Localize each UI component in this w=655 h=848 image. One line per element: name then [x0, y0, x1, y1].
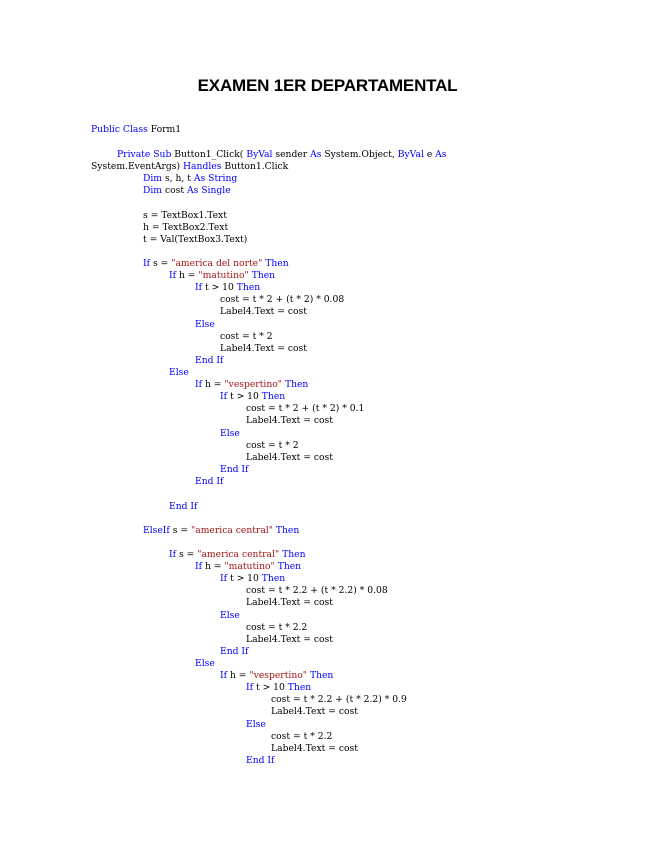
code-text: Label4.Text = cost [246, 452, 333, 463]
code-keyword: End If [195, 355, 224, 366]
code-line [271, 706, 358, 718]
code-keyword: As Single [186, 185, 231, 196]
code-text: Label4.Text = cost [220, 306, 307, 317]
code-keyword: As String [193, 173, 238, 184]
code-line [220, 428, 240, 440]
code-text: cost = t * 2.2 + (t * 2.2) * 0.08 [246, 585, 388, 596]
code-keyword: Else [169, 367, 189, 378]
code-keyword: Private Sub [117, 149, 172, 160]
code-keyword: End If [220, 646, 249, 657]
code-line [143, 222, 228, 234]
code-text: cost = t * 2 [220, 331, 273, 342]
code-keyword: ByVal [397, 149, 424, 160]
code-text: h = [204, 379, 222, 390]
code-line [220, 670, 333, 682]
code-text: Label4.Text = cost [220, 343, 307, 354]
code-keyword: Then [284, 379, 309, 390]
code-line [220, 391, 285, 403]
code-text: s = [178, 549, 195, 560]
code-text: Label4.Text = cost [271, 743, 358, 754]
code-keyword: End If [169, 501, 198, 512]
code-keyword: Then [265, 258, 289, 269]
code-keyword: ByVal [246, 149, 273, 160]
code-string: "vespertino" [224, 379, 283, 390]
code-line [220, 331, 273, 343]
page-title: EXAMEN 1ER DEPARTAMENTAL [197, 76, 458, 95]
code-line [271, 694, 407, 706]
code-keyword: Handles [183, 161, 222, 172]
code-keyword: Then [251, 270, 276, 281]
code-text: cost = t * 2.2 + (t * 2.2) * 0.9 [271, 694, 407, 705]
code-line [117, 149, 447, 161]
code-text: t = Val(TextBox3.Text) [143, 234, 248, 245]
code-line [246, 719, 266, 731]
code-line [246, 682, 311, 694]
code-keyword: If [169, 549, 177, 560]
code-text: t > 10 [204, 282, 234, 293]
code-keyword: Then [261, 573, 286, 584]
code-line [271, 731, 332, 743]
code-text: cost = t * 2 + (t * 2) * 0.1 [246, 403, 365, 414]
code-text: Form1 [150, 124, 182, 135]
code-text: h = TextBox2.Text [143, 222, 229, 233]
code-line [195, 561, 301, 573]
code-keyword: ElseIf [143, 525, 170, 536]
code-line [220, 610, 240, 622]
code-line [195, 658, 215, 670]
code-line [143, 258, 289, 270]
code-text: cost [164, 185, 185, 196]
code-line [246, 622, 307, 634]
code-keyword: End If [220, 464, 249, 475]
code-line [220, 573, 285, 585]
code-line [143, 210, 227, 222]
code-line [246, 415, 333, 427]
code-line [169, 501, 197, 513]
code-line [195, 355, 223, 367]
code-keyword: Then [309, 670, 334, 681]
code-keyword: Public Class [91, 124, 148, 135]
code-string: "matutino" [224, 561, 275, 572]
code-text: h = [204, 561, 222, 572]
code-text: h = [229, 670, 247, 681]
code-keyword: If [143, 258, 151, 269]
code-keyword: If [169, 270, 177, 281]
code-line [271, 743, 358, 755]
code-line [220, 343, 307, 355]
code-text: Label4.Text = cost [246, 415, 333, 426]
code-keyword: Else [195, 319, 215, 330]
code-line [143, 173, 237, 185]
code-text: cost = t * 2.2 [271, 731, 333, 742]
code-keyword: If [246, 682, 254, 693]
code-keyword: Then [282, 549, 306, 560]
code-text: h = [178, 270, 196, 281]
code-text: s = TextBox1.Text [143, 210, 227, 221]
code-line [246, 585, 388, 597]
code-text: Label4.Text = cost [246, 634, 333, 645]
code-line [246, 634, 333, 646]
code-text: sender [275, 149, 308, 160]
code-line [195, 476, 223, 488]
code-keyword: Else [246, 719, 266, 730]
code-line [143, 185, 231, 197]
code-text: s = [172, 525, 189, 536]
code-keyword: If [220, 391, 228, 402]
code-line [195, 319, 215, 331]
code-line [91, 124, 181, 136]
code-line [246, 403, 364, 415]
code-string: "matutino" [198, 270, 249, 281]
code-line [220, 646, 248, 658]
code-keyword: As [310, 149, 322, 160]
code-string: "america del norte" [171, 258, 263, 269]
code-keyword: If [220, 670, 228, 681]
code-keyword: Then [277, 561, 302, 572]
code-line [220, 294, 344, 306]
code-line [246, 440, 299, 452]
code-keyword: Dim [143, 173, 163, 184]
code-line [143, 525, 299, 537]
code-line [246, 597, 333, 609]
code-keyword: As [435, 149, 447, 160]
code-keyword: If [195, 379, 203, 390]
code-keyword: End If [246, 755, 275, 766]
code-keyword: Else [220, 610, 240, 621]
code-line [195, 379, 308, 391]
code-keyword: End If [195, 476, 224, 487]
code-text: cost = t * 2 + (t * 2) * 0.08 [220, 294, 345, 305]
code-line [195, 282, 260, 294]
code-keyword: Then [275, 525, 300, 536]
code-text: System.Object, [324, 149, 395, 160]
code-line [169, 549, 306, 561]
code-text: System.EventArgs) [91, 161, 181, 172]
code-text: e [426, 149, 433, 160]
code-text: s = [152, 258, 169, 269]
code-string: "america central" [197, 549, 280, 560]
code-line [220, 464, 248, 476]
code-line [169, 367, 189, 379]
code-line [220, 306, 307, 318]
code-text: Button1.Click [224, 161, 289, 172]
code-keyword: If [195, 282, 203, 293]
code-text: Label4.Text = cost [246, 597, 333, 608]
code-line [143, 234, 247, 246]
code-string: "america central" [191, 525, 273, 536]
code-keyword: Then [236, 282, 261, 293]
code-text: Button1_Click( [174, 149, 244, 160]
code-keyword: If [220, 573, 228, 584]
code-keyword: Then [261, 391, 286, 402]
code-line [246, 452, 333, 464]
code-line [169, 270, 275, 282]
code-string: "vespertino" [249, 670, 308, 681]
code-keyword: Else [220, 428, 240, 439]
code-line [246, 755, 274, 767]
code-keyword: Dim [143, 185, 163, 196]
code-line [91, 161, 288, 173]
code-text: t > 10 [229, 391, 259, 402]
code-text: s, h, t [164, 173, 191, 184]
code-text: t > 10 [229, 573, 259, 584]
code-text: cost = t * 2.2 [246, 622, 308, 633]
code-text: Label4.Text = cost [271, 706, 358, 717]
code-keyword: If [195, 561, 203, 572]
code-keyword: Else [195, 658, 215, 669]
code-text: cost = t * 2 [246, 440, 299, 451]
code-text: t > 10 [255, 682, 285, 693]
code-keyword: Then [287, 682, 312, 693]
